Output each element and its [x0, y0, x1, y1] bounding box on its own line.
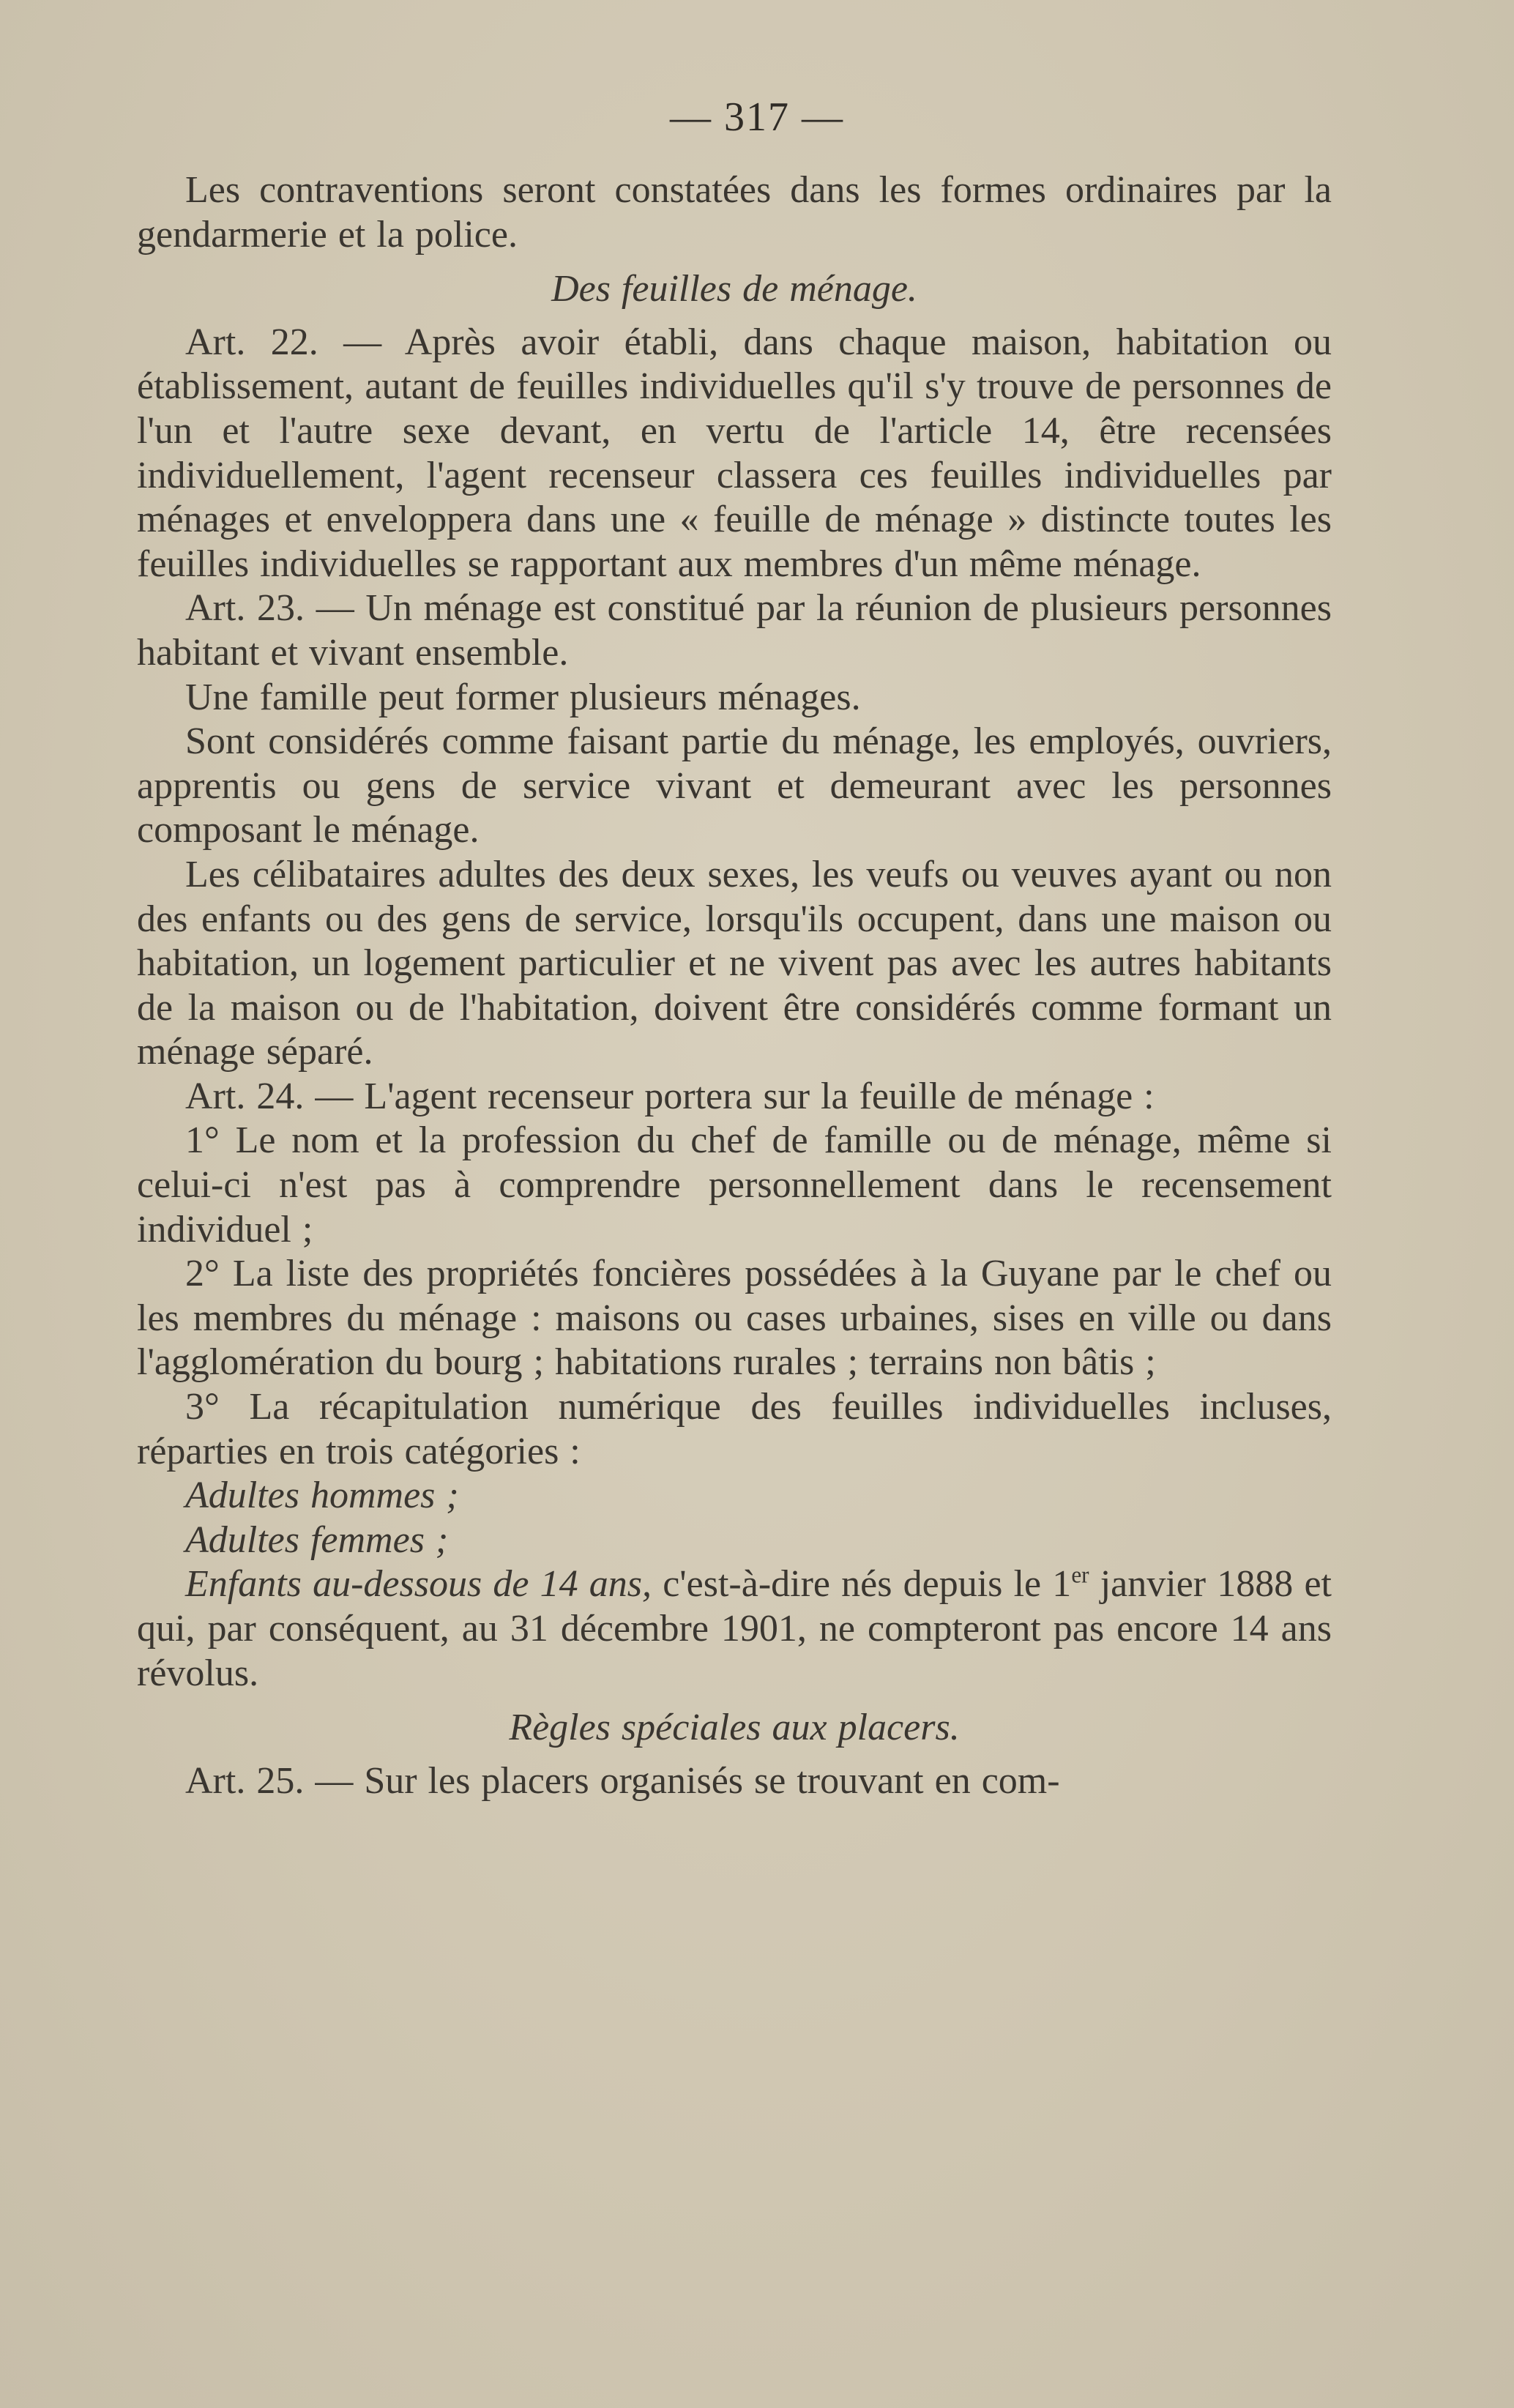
list-item-1: 1° Le nom et la profession du chef de famille ou de ménage, même si celui-ci n'est pas à comprendre personnellement dans le recensement individuel ;: [137, 1119, 1332, 1250]
body-text: [137, 168, 1332, 1803]
category-enfants-text-b: janvier 1888 et qui, par conséquent, au 31 décembre 1901, ne compteront pas encore 14 ans révolus.: [137, 1563, 1332, 1694]
category-enfants: [137, 1562, 1332, 1696]
section-heading-placers: Règles spéciales aux placers.: [509, 1707, 960, 1749]
category-enfants-text-a: c'est-à-dire nés depuis le 1: [652, 1563, 1072, 1606]
category-adultes-hommes: Adultes hommes ;: [185, 1475, 459, 1517]
page-number: — 317 —: [670, 94, 844, 140]
article-25: Art. 25. — Sur les placers organisés se trouvant en com-: [185, 1759, 1060, 1802]
category-adultes-femmes: Adultes femmes ;: [185, 1518, 449, 1561]
list-item-2: 2° La liste des propriétés foncières possédées à la Guyane par le chef ou les membres du ménage : maisons ou cases urbaines, sises en ville ou dans l'agglomération du bourg ; habitations rurales ; terrains non bâtis ;: [137, 1253, 1332, 1384]
list-item-3: 3° La récapitulation numérique des feuilles individuelles incluses, réparties en trois catégories :: [137, 1386, 1332, 1472]
article-22: Art. 22. — Après avoir établi, dans chaque maison, habitation ou établissement, autant de feuilles individuelles qu'il s'y trouve de personnes de l'un et l'autre sexe devant, en vertu de l'article 14, être recensées individuellement, l'agent recenseur classera ces feuilles individuelles par ménages et enveloppera dans une « feuille de ménage » distincte toutes les feuilles individuelles se rapportant aux membres d'un même ménage.: [137, 321, 1332, 585]
paragraph-contraventions: Les contraventions seront constatées dans les formes ordinaires par la gendarmerie et la police.: [137, 169, 1332, 256]
category-enfants-superscript: er: [1071, 1562, 1089, 1589]
article-24: Art. 24. — L'agent recenseur portera sur la feuille de ménage :: [185, 1075, 1155, 1117]
section-heading-feuilles-de-menage: Des feuilles de ménage.: [551, 268, 917, 310]
paragraph-sont-consideres: Sont considérés comme faisant partie du ménage, les employés, ouvriers, apprentis ou gens de service vivant et demeurant avec les personnes composant le ménage.: [137, 720, 1332, 851]
paragraph-celibataires: Les célibataires adultes des deux sexes, les veufs ou veuves ayant ou non des enfants ou des gens de service, lorsqu'ils occupent, dans une maison ou habitation, un logement particulier et ne vivent pas avec les autres habitants de la maison ou de l'habitation, doivent être considérés comme formant un ménage séparé.: [137, 853, 1332, 1073]
paragraph-famille: Une famille peut former plusieurs ménages.: [185, 676, 861, 718]
article-23: Art. 23. — Un ménage est constitué par la réunion de plusieurs personnes habitant et vivant ensemble.: [137, 587, 1332, 674]
category-enfants-label: Enfants au-dessous de 14 ans,: [185, 1563, 652, 1606]
